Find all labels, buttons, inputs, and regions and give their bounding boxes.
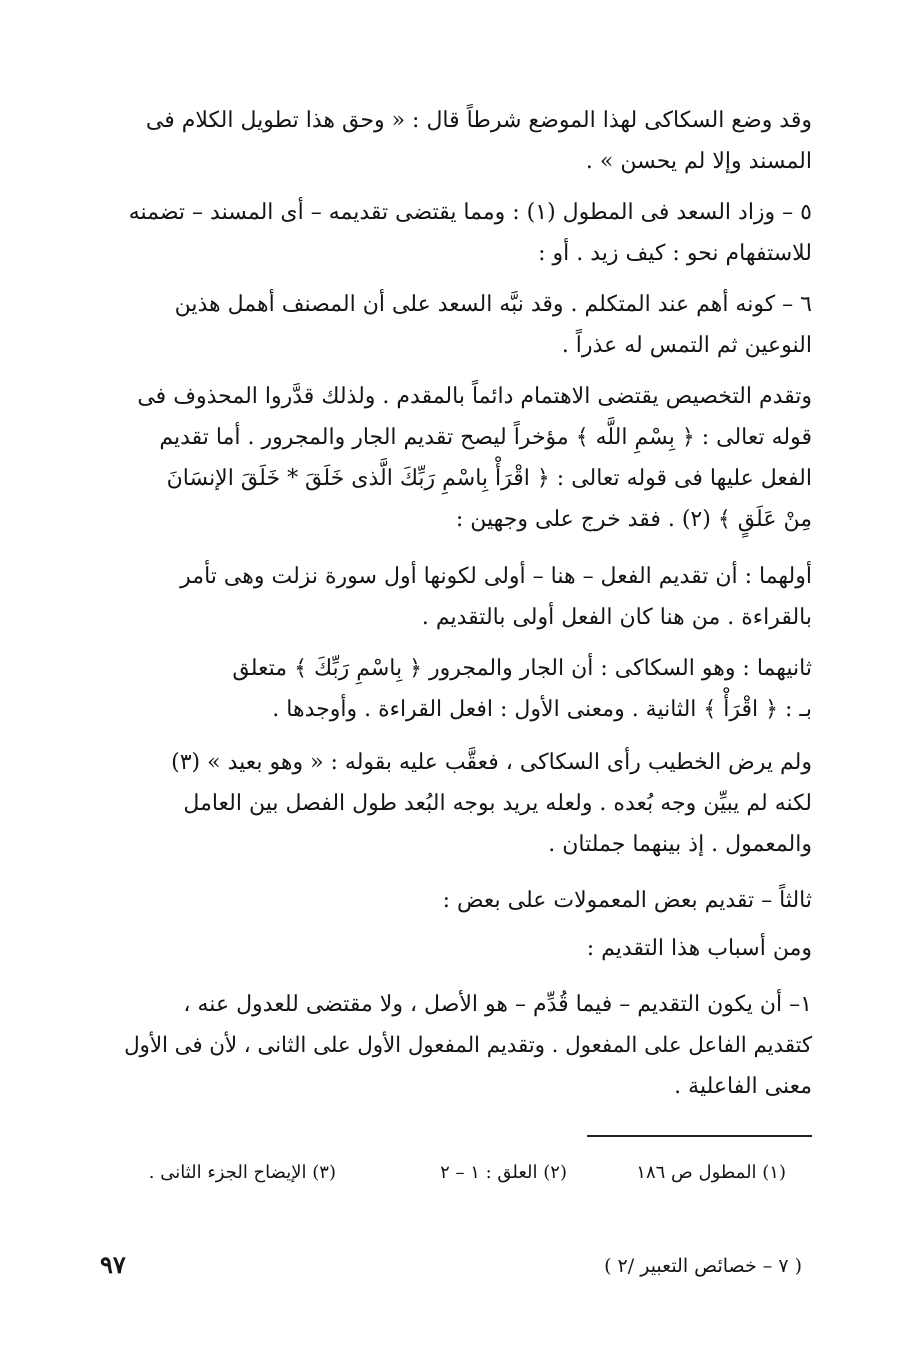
- text-line: النوعين ثم التمس له عذراً .: [561, 333, 812, 358]
- text-line: مِنْ عَلَقٍ ﴾ (٢) . فقد خرج على وجهين :: [455, 507, 812, 532]
- text-line: وقد وضع السكاكى لهذا الموضع شرطاً قال : « وحق هذا تطويل الكلام فى: [145, 108, 812, 133]
- paragraph-first-view: [109, 556, 812, 638]
- text-line: معنى الفاعلية .: [674, 1074, 812, 1099]
- text-line: ١– أن يكون التقديم – فيما قُدِّم – هو الأصل ، ولا مقتضى للعدول عنه ،: [183, 992, 812, 1017]
- paragraph-second-view: [109, 648, 812, 730]
- footnote-3: (٣) الإيضاح الجزء الثانى .: [148, 1162, 336, 1183]
- text-line: للاستفهام نحو : كيف زيد . أو :: [538, 241, 812, 266]
- footnote-2: (٢) العلق : ١ – ٢: [440, 1162, 567, 1183]
- paragraph-reasons-intro: [109, 928, 812, 969]
- footnote-1: (١) المطول ص ١٨٦: [636, 1162, 786, 1183]
- paragraph-specification: [109, 376, 812, 540]
- paragraph-reason-1: [109, 984, 812, 1107]
- text-line: بـ : ﴿ اقْرَأْ ﴾ الثانية . ومعنى الأول : افعل القراءة . وأوجدها .: [272, 697, 812, 722]
- text-line: أولهما : أن تقديم الفعل – هنا – أولى لكونها أول سورة نزلت وهى تأمر: [180, 564, 812, 589]
- section-heading-third: [109, 880, 812, 921]
- page-number: ٩٧: [100, 1250, 126, 1279]
- text-line: قوله تعالى : ﴿ بِسْمِ اللَّه ﴾ مؤخراً ليصح تقديم الجار والمجرور . أما تقديم: [159, 425, 812, 450]
- paragraph-item-5: [109, 192, 812, 274]
- text-line: المسند وإلا لم يحسن » .: [585, 149, 812, 174]
- text-line: وتقدم التخصيص يقتضى الاهتمام دائماً بالمقدم . ولذلك قدَّروا المحذوف فى: [137, 384, 812, 409]
- text-line: ولم يرض الخطيب رأى السكاكى ، فعقَّب عليه بقوله : « وهو بعيد » (٣): [171, 750, 812, 775]
- text-line: لكنه لم يبيِّن وجه بُعده . ولعله يريد بوجه البُعد طول الفصل بين العامل: [183, 791, 812, 816]
- text-line: بالقراءة . من هنا كان الفعل أولى بالتقديم .: [421, 605, 812, 630]
- text-line: والمعمول . إذ بينهما جملتان .: [548, 832, 812, 857]
- paragraph-khatib-objection: [109, 742, 812, 865]
- text-line: ومن أسباب هذا التقديم :: [586, 936, 812, 961]
- text-line: ثالثاً – تقديم بعض المعمولات على بعض :: [442, 888, 812, 913]
- paragraph-item-6: [109, 284, 812, 366]
- text-line: الفعل عليها فى قوله تعالى : ﴿ اقْرَأْ بِاسْمِ رَبِّكَ الَّذى خَلَقَ * خَلَقَ الإنسَانَ: [166, 466, 812, 491]
- text-line: ثانيهما : وهو السكاكى : أن الجار والمجرور ﴿ بِاسْمِ رَبِّكَ ﴾ متعلق: [232, 656, 812, 681]
- footnote-separator: [587, 1135, 812, 1137]
- text-line: ٥ – وزاد السعد فى المطول (١) : ومما يقتضى تقديمه – أى المسند – تضمنه: [128, 200, 812, 225]
- running-footer: ( ٧ – خصائص التعبير /٢ ): [604, 1255, 802, 1277]
- paragraph-sakaki-condition: [109, 100, 812, 182]
- text-line: كتقديم الفاعل على المفعول . وتقديم المفعول الأول على الثانى ، لأن فى الأول: [124, 1033, 812, 1058]
- text-line: ٦ – كونه أهم عند المتكلم . وقد نبَّه السعد على أن المصنف أهمل هذين: [174, 292, 812, 317]
